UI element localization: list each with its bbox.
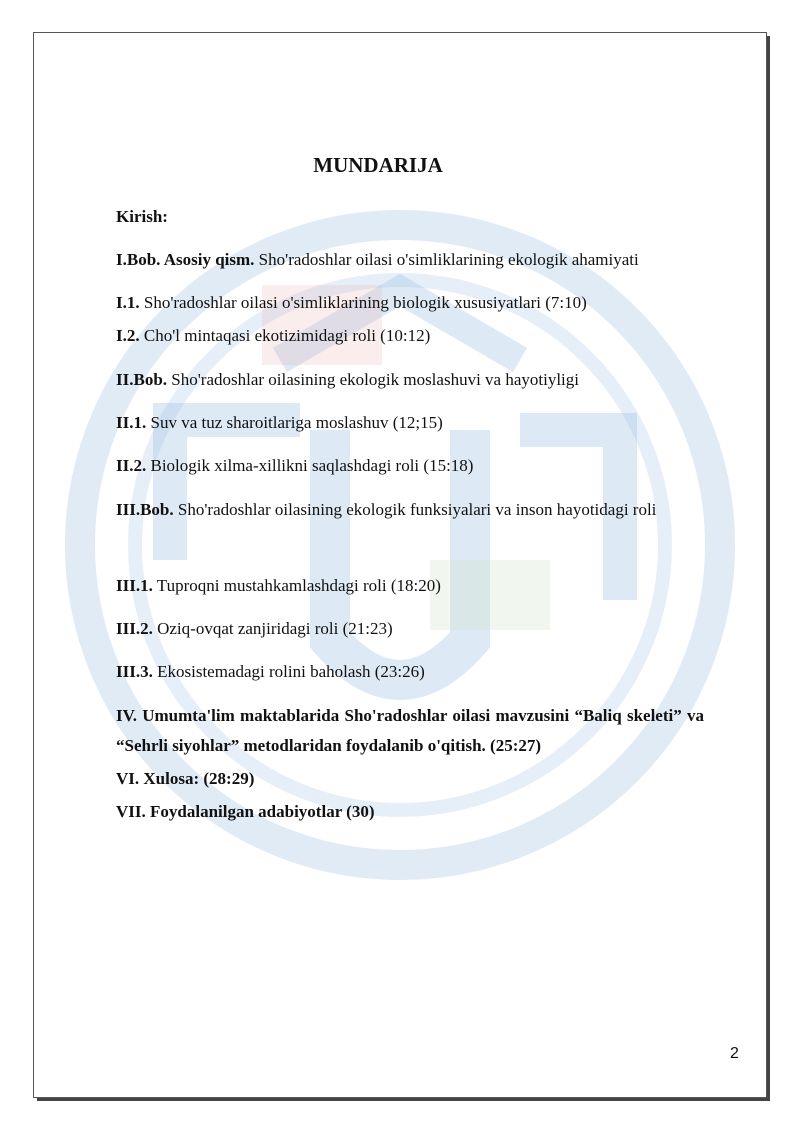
toc-entry-3-3 (116, 657, 704, 687)
toc-label: III.Bob. (116, 500, 174, 519)
toc-text: Sho'radoshlar oilasi o'simliklarining ekologik ahamiyati (254, 250, 639, 269)
toc-entry-bob3 (116, 495, 704, 525)
toc-label: I.Bob. Asosiy qism. (116, 250, 255, 269)
toc-label: I.2. (116, 326, 140, 345)
toc-entry-kirish (116, 202, 704, 232)
toc-text: Cho'l mintaqasi ekotizimidagi roli (10:12) (139, 326, 431, 345)
toc-label: Kirish: (116, 207, 168, 226)
toc-entry-vii: VII. Foydalanilgan adabiyotlar (30) (116, 802, 375, 821)
page-number: 2 (730, 1045, 739, 1062)
toc-label: III.2. (116, 619, 153, 638)
toc-text: Sho'radoshlar oilasining ekologik funksiyalari va inson hayotidagi roli (173, 500, 657, 519)
page-shadow-right (767, 36, 770, 1100)
toc-text: Tuproqni mustahkamlashdagi roli (18:20) (152, 576, 441, 595)
page-border (33, 32, 767, 1098)
toc-entry-iv: IV. Umumta'lim maktablarida Sho'radoshlar oilasi mavzusini “Baliq skeleti” va “Sehrli siyohlar” metodlaridan foydalanib o'qitish. (25:27) (116, 706, 704, 755)
toc-text: Sho'radoshlar oilasi o'simliklarining biologik xususiyatlari (7:10) (139, 293, 587, 312)
toc-text: Oziq-ovqat zanjiridagi roli (21:23) (152, 619, 393, 638)
toc-entry-1-2 (116, 321, 704, 351)
toc-entry-1-1 (116, 288, 704, 318)
toc-entry-2-1 (116, 408, 704, 438)
toc-label: III.1. (116, 576, 153, 595)
toc-label: II.1. (116, 413, 147, 432)
toc-entry-bob1 (116, 245, 704, 275)
toc-entry-3-2 (116, 614, 704, 644)
toc-text: Sho'radoshlar oilasining ekologik moslashuvi va hayotiyligi (167, 370, 579, 389)
toc-text: Suv va tuz sharoitlariga moslashuv (12;15) (146, 413, 443, 432)
toc-text: Biologik xilma-xillikni saqlashdagi roli (15:18) (146, 456, 474, 475)
page-shadow-bottom (37, 1098, 770, 1101)
page-title: MUNDARIJA (313, 153, 443, 177)
toc-entry-vi: VI. Xulosa: (28:29) (116, 769, 255, 788)
toc-label: III.3. (116, 662, 153, 681)
toc-label: II.2. (116, 456, 147, 475)
toc-text: Ekosistemadagi rolini baholash (23:26) (152, 662, 425, 681)
toc-entry-3-1 (116, 571, 704, 601)
toc-entry-2-2 (116, 451, 704, 481)
toc-entry-bob2 (116, 365, 704, 395)
toc-label: II.Bob. (116, 370, 168, 389)
toc-label: I.1. (116, 293, 140, 312)
